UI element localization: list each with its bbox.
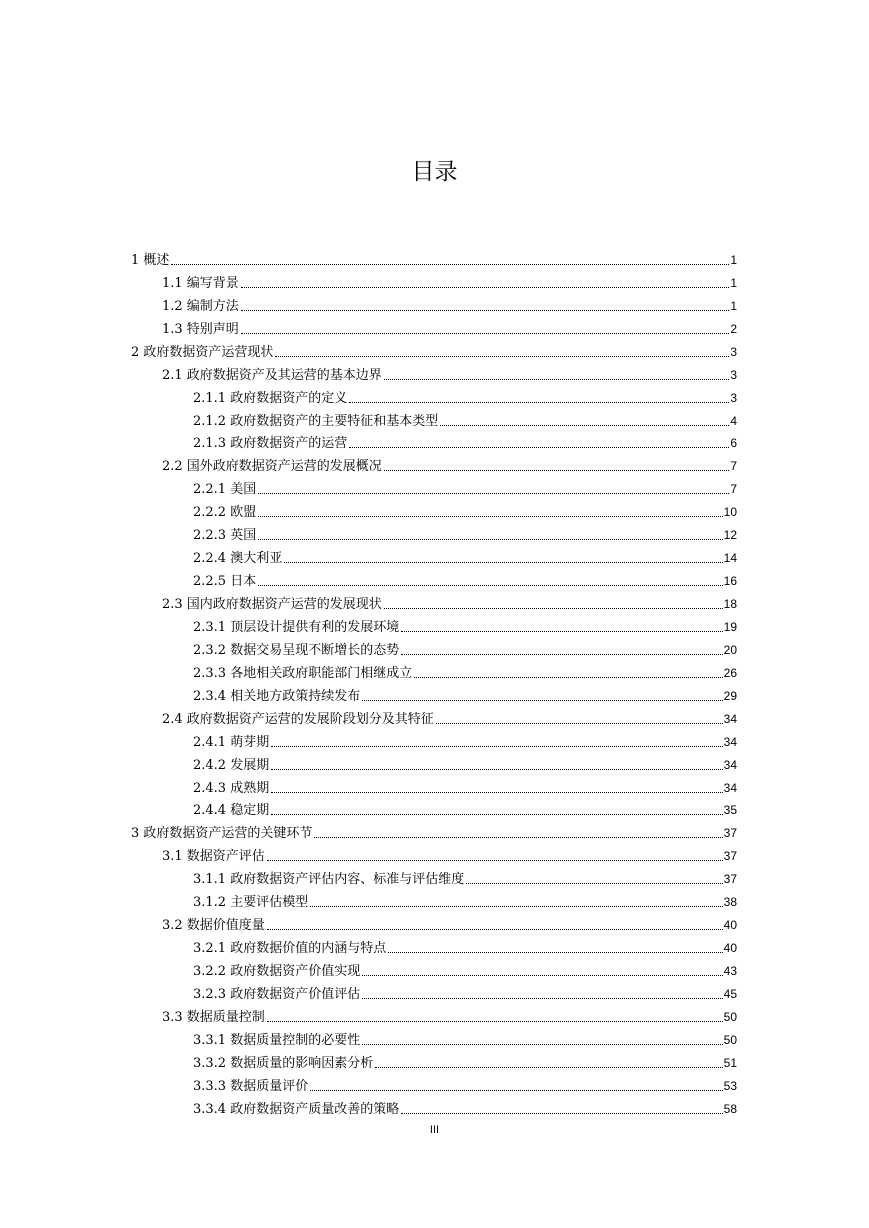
- toc-entry-label: 2.3.4 相关地方政策持续发布: [193, 688, 361, 704]
- toc-entry-label: 2.2.4 澳大利亚: [193, 551, 283, 567]
- toc-dot-leader: [241, 332, 730, 334]
- toc-entry[interactable]: [131, 613, 737, 636]
- toc-entry-label: 2.2 国外政府数据资产运营的发展概况: [162, 459, 382, 475]
- toc-entry-page-number: 37: [723, 849, 737, 864]
- toc-entry-label: 1 概述: [131, 252, 170, 268]
- toc-entry-label: 3 政府数据资产运营的关键环节: [131, 826, 313, 842]
- toc-entry-label: 3.2.2 政府数据资产价值实现: [193, 964, 361, 979]
- toc-dot-leader: [171, 263, 729, 265]
- toc-dot-leader: [314, 836, 722, 838]
- toc-entry-label: 2.4.3 成熟期: [193, 780, 270, 796]
- toc-entry[interactable]: [131, 544, 737, 567]
- toc-dot-leader: [362, 974, 722, 976]
- toc-entry-page-number: 34: [723, 757, 737, 772]
- toc-entry-page-number: 26: [723, 665, 737, 680]
- toc-entry[interactable]: [131, 957, 737, 980]
- toc-dot-leader: [384, 607, 723, 609]
- toc-dot-leader: [258, 584, 722, 586]
- toc-dot-leader: [349, 446, 729, 448]
- toc-dot-leader: [388, 951, 722, 953]
- toc-entry-page-number: 45: [723, 986, 737, 1001]
- toc-entry-page-number: 34: [723, 711, 737, 726]
- toc-dot-leader: [362, 699, 722, 701]
- toc-entry-label: 2.3.2 数据交易呈现不断增长的态势: [193, 642, 400, 658]
- toc-entry-page-number: 18: [723, 597, 737, 611]
- toc-entry[interactable]: [131, 1072, 737, 1095]
- toc-entry-page-number: 35: [723, 803, 737, 818]
- toc-dot-leader: [401, 630, 722, 632]
- toc-entry[interactable]: [131, 338, 737, 361]
- toc-entry-label: 2.1 政府数据资产及其运营的基本边界: [162, 367, 382, 383]
- toc-dot-leader: [362, 997, 722, 999]
- toc-dot-leader: [384, 469, 730, 471]
- toc-entry-page-number: 40: [723, 941, 737, 956]
- toc-entry[interactable]: [131, 980, 737, 1003]
- toc-dot-leader: [271, 813, 722, 815]
- toc-dot-leader: [414, 676, 722, 678]
- toc-entry[interactable]: [131, 911, 737, 934]
- toc-entry-page-number: 34: [723, 734, 737, 749]
- toc-dot-leader: [258, 515, 722, 517]
- toc-entry[interactable]: [131, 1049, 737, 1072]
- toc-dot-leader: [267, 1020, 723, 1022]
- toc-entry-page-number: 3: [730, 390, 737, 405]
- toc-entry-page-number: 20: [723, 642, 737, 657]
- toc-entry-label: 2 政府数据资产运营现状: [131, 344, 274, 360]
- toc-dot-leader: [267, 928, 723, 930]
- toc-entry-label: 2.2.2 欧盟: [193, 505, 257, 521]
- toc-entry-label: 3.2.1 政府数据价值的内涵与特点: [193, 941, 387, 957]
- toc-dot-leader: [375, 1066, 722, 1068]
- toc-entry-label: 2.4 政府数据资产运营的发展阶段划分及其特征: [162, 711, 434, 727]
- toc-entry-page-number: 19: [723, 619, 737, 634]
- toc-dot-leader: [258, 492, 729, 494]
- toc-entry-page-number: 50: [723, 1032, 737, 1047]
- toc-entry-page-number: 51: [723, 1055, 737, 1070]
- toc-dot-leader: [362, 1043, 722, 1045]
- toc-entry[interactable]: [131, 269, 737, 292]
- toc-entry-label: 2.3 国内政府数据资产运营的发展现状: [162, 597, 382, 612]
- toc-dot-leader: [384, 378, 730, 380]
- toc-entry[interactable]: [131, 934, 737, 957]
- toc-entry-page-number: 12: [723, 528, 737, 543]
- toc-entry-label: 3.1.2 主要评估模型: [193, 895, 309, 911]
- toc-entry-label: 2.1.3 政府数据资产的运营: [193, 436, 348, 452]
- toc-entry[interactable]: [131, 384, 737, 407]
- toc-entry-page-number: 14: [723, 551, 737, 566]
- toc-entry[interactable]: [131, 728, 737, 751]
- toc-dot-leader: [349, 401, 729, 403]
- toc-entry[interactable]: [131, 1095, 737, 1118]
- toc-entry-page-number: 16: [723, 574, 737, 589]
- toc-entry[interactable]: [131, 1026, 737, 1049]
- toc-entry-page-number: 4: [730, 413, 737, 428]
- toc-entry-page-number: 53: [723, 1078, 737, 1093]
- toc-entry-page-number: 38: [723, 895, 737, 910]
- toc-entry[interactable]: [131, 475, 737, 498]
- toc-entry[interactable]: [131, 888, 737, 911]
- toc-entry-label: 3.3.3 数据质量评价: [193, 1078, 309, 1094]
- toc-entry-label: 2.1.2 政府数据资产的主要特征和基本类型: [193, 413, 439, 429]
- toc-entry[interactable]: [131, 774, 737, 797]
- toc-entry[interactable]: [131, 567, 737, 590]
- toc-entry-label: 2.3.3 各地相关政府职能部门相继成立: [193, 665, 413, 681]
- toc-entry-label: 2.4.2 发展期: [193, 757, 270, 773]
- toc-entry-label: 2.1.1 政府数据资产的定义: [193, 390, 348, 406]
- toc-dot-leader: [436, 722, 723, 724]
- toc-entry[interactable]: [131, 842, 737, 865]
- toc-entry[interactable]: [131, 682, 737, 705]
- table-of-contents: [131, 246, 737, 1118]
- toc-entry[interactable]: [131, 751, 737, 774]
- toc-dot-leader: [466, 882, 722, 884]
- toc-entry[interactable]: [131, 797, 737, 820]
- toc-entry[interactable]: [131, 819, 737, 842]
- toc-entry-label: 3.2 数据价值度量: [162, 918, 265, 934]
- toc-entry-label: 1.3 特别声明: [162, 321, 239, 337]
- toc-entry-label: 3.3.4 政府数据资产质量改善的策略: [193, 1101, 400, 1117]
- toc-entry[interactable]: [131, 521, 737, 544]
- toc-entry-page-number: 37: [723, 826, 737, 841]
- toc-entry[interactable]: [131, 407, 737, 430]
- toc-entry-label: 3.1 数据资产评估: [162, 849, 265, 865]
- page-title: 目录: [411, 159, 458, 185]
- toc-entry-page-number: 10: [723, 505, 737, 520]
- toc-entry-page-number: 37: [723, 872, 737, 887]
- toc-entry[interactable]: [131, 361, 737, 384]
- footer-page-number: III: [429, 1124, 440, 1136]
- toc-dot-leader: [440, 424, 729, 426]
- toc-entry-page-number: 58: [723, 1101, 737, 1116]
- toc-entry-page-number: 1: [730, 275, 737, 290]
- toc-entry[interactable]: [131, 315, 737, 338]
- toc-entry-label: 2.2.1 美国: [193, 482, 257, 498]
- toc-entry-label: 2.2.5 日本: [193, 574, 257, 590]
- toc-entry-page-number: 29: [723, 688, 737, 703]
- toc-dot-leader: [241, 286, 730, 288]
- toc-entry-page-number: 7: [730, 482, 737, 497]
- toc-entry[interactable]: [131, 292, 737, 315]
- toc-entry-page-number: 2: [730, 321, 737, 336]
- toc-entry[interactable]: [131, 1003, 737, 1026]
- toc-dot-leader: [401, 1112, 722, 1114]
- toc-entry-label: 2.4.4 稳定期: [193, 803, 270, 819]
- toc-entry-label: 2.2.3 英国: [193, 528, 257, 544]
- toc-dot-leader: [267, 859, 723, 861]
- toc-entry-label: 3.3.1 数据质量控制的必要性: [193, 1032, 361, 1048]
- toc-entry-page-number: 1: [730, 298, 737, 313]
- toc-entry[interactable]: [131, 705, 737, 728]
- toc-entry-page-number: 3: [730, 367, 737, 382]
- toc-entry-label: 3.3.2 数据质量的影响因素分析: [193, 1055, 374, 1071]
- toc-entry-page-number: 7: [730, 459, 737, 474]
- toc-entry-page-number: 34: [723, 780, 737, 795]
- toc-dot-leader: [271, 791, 722, 793]
- toc-entry[interactable]: [131, 636, 737, 659]
- toc-dot-leader: [310, 1089, 722, 1091]
- toc-entry[interactable]: [131, 452, 737, 475]
- toc-dot-leader: [401, 653, 722, 655]
- toc-dot-leader: [275, 355, 729, 357]
- toc-entry-label: 2.3.1 顶层设计提供有利的发展环境: [193, 619, 400, 635]
- toc-dot-leader: [258, 538, 722, 540]
- toc-entry[interactable]: [131, 659, 737, 682]
- toc-entry[interactable]: [131, 430, 737, 453]
- toc-entry-label: 1.2 编制方法: [162, 298, 239, 314]
- toc-entry[interactable]: [131, 498, 737, 521]
- toc-entry-page-number: 50: [723, 1009, 737, 1024]
- toc-entry-page-number: 6: [730, 436, 737, 451]
- toc-entry-label: 1.1 编写背景: [162, 275, 239, 291]
- toc-entry[interactable]: [131, 865, 737, 888]
- toc-entry-page-number: 1: [730, 252, 737, 267]
- toc-entry-page-number: 3: [730, 344, 737, 359]
- toc-entry-label: 3.3 数据质量控制: [162, 1009, 265, 1025]
- toc-entry-page-number: 43: [723, 964, 737, 978]
- toc-dot-leader: [271, 768, 722, 770]
- toc-dot-leader: [271, 745, 722, 747]
- toc-entry-label: 3.2.3 政府数据资产价值评估: [193, 986, 361, 1002]
- toc-dot-leader: [241, 309, 730, 311]
- toc-entry-label: 2.4.1 萌芽期: [193, 734, 270, 750]
- toc-entry[interactable]: [131, 590, 737, 613]
- toc-entry-page-number: 40: [723, 918, 737, 933]
- toc-dot-leader: [284, 561, 722, 563]
- toc-entry[interactable]: [131, 246, 737, 269]
- toc-dot-leader: [310, 905, 722, 907]
- toc-entry-label: 3.1.1 政府数据资产评估内容、标准与评估维度: [193, 872, 465, 888]
